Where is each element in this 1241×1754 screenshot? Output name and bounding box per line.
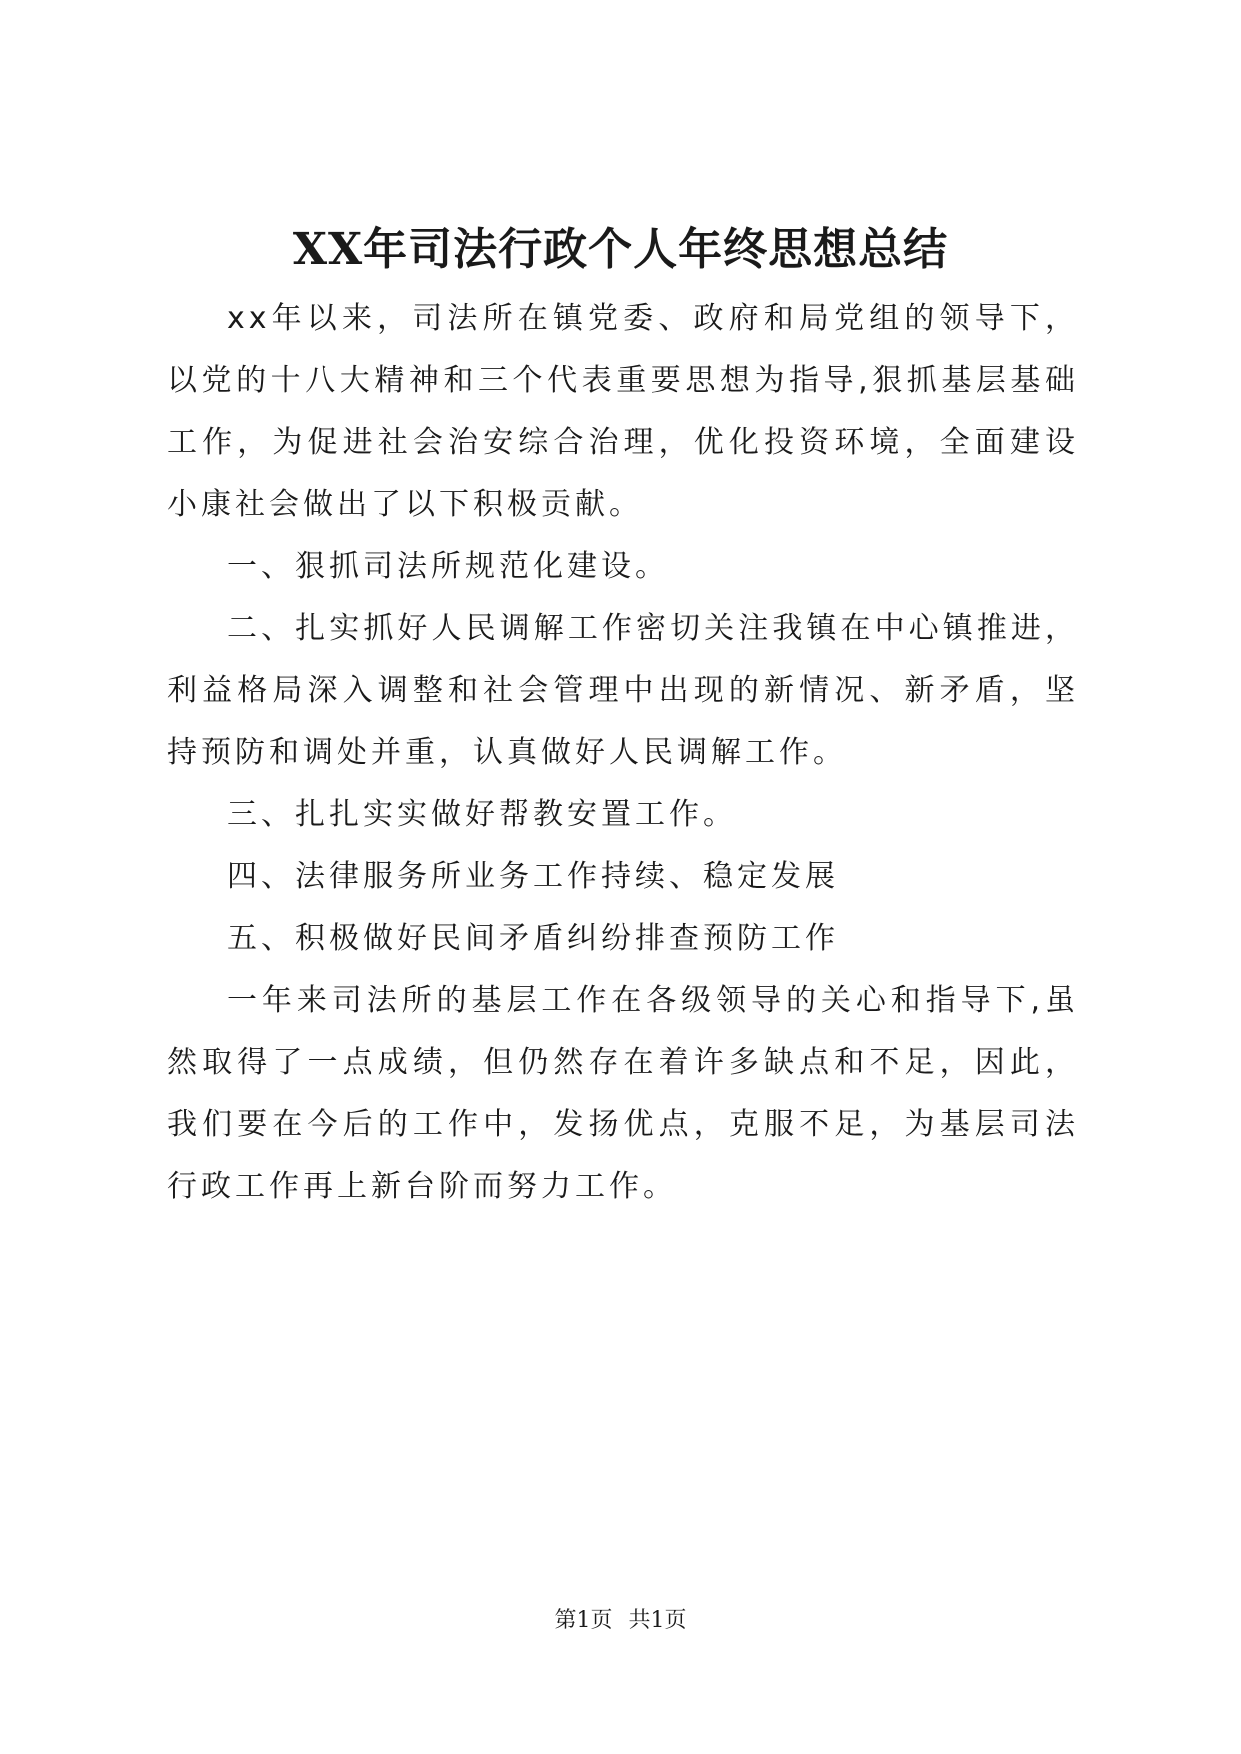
paragraph-intro: xx年以来，司法所在镇党委、政府和局党组的领导下，以党的十八大精神和三个代表重要思想为指导,狠抓基层基础工作，为促进社会治安综合治理，优化投资环境，全面建设小康社会做出了以下积极贡献。 [167, 301, 1079, 522]
document-title: XX年司法行政个人年终思想总结 [292, 224, 949, 275]
paragraph-conclusion: 一年来司法所的基层工作在各级领导的关心和指导下,虽然取得了一点成绩，但仍然存在着许多缺点和不足，因此，我们要在今后的工作中，发扬优点，克服不足，为基层司法行政工作再上新台阶而努力工作。 [167, 983, 1079, 1204]
page-number-current: 第1页 [554, 1608, 613, 1633]
paragraph-item-5: 五、积极做好民间矛盾纠纷排查预防工作 [227, 921, 839, 956]
page-number-total: 共1页 [628, 1608, 687, 1633]
paragraph-item-1: 一、狠抓司法所规范化建设。 [227, 549, 669, 584]
document-body [167, 288, 1079, 1218]
paragraph-item-3: 三、扎扎实实做好帮教安置工作。 [227, 797, 737, 832]
paragraph-item-2: 二、扎实抓好人民调解工作密切关注我镇在中心镇推进，利益格局深入调整和社会管理中出现的新情况、新矛盾，坚持预防和调处并重，认真做好人民调解工作。 [167, 611, 1079, 770]
paragraph-item-4: 四、法律服务所业务工作持续、稳定发展 [227, 859, 839, 894]
page-footer [0, 1606, 1241, 1636]
